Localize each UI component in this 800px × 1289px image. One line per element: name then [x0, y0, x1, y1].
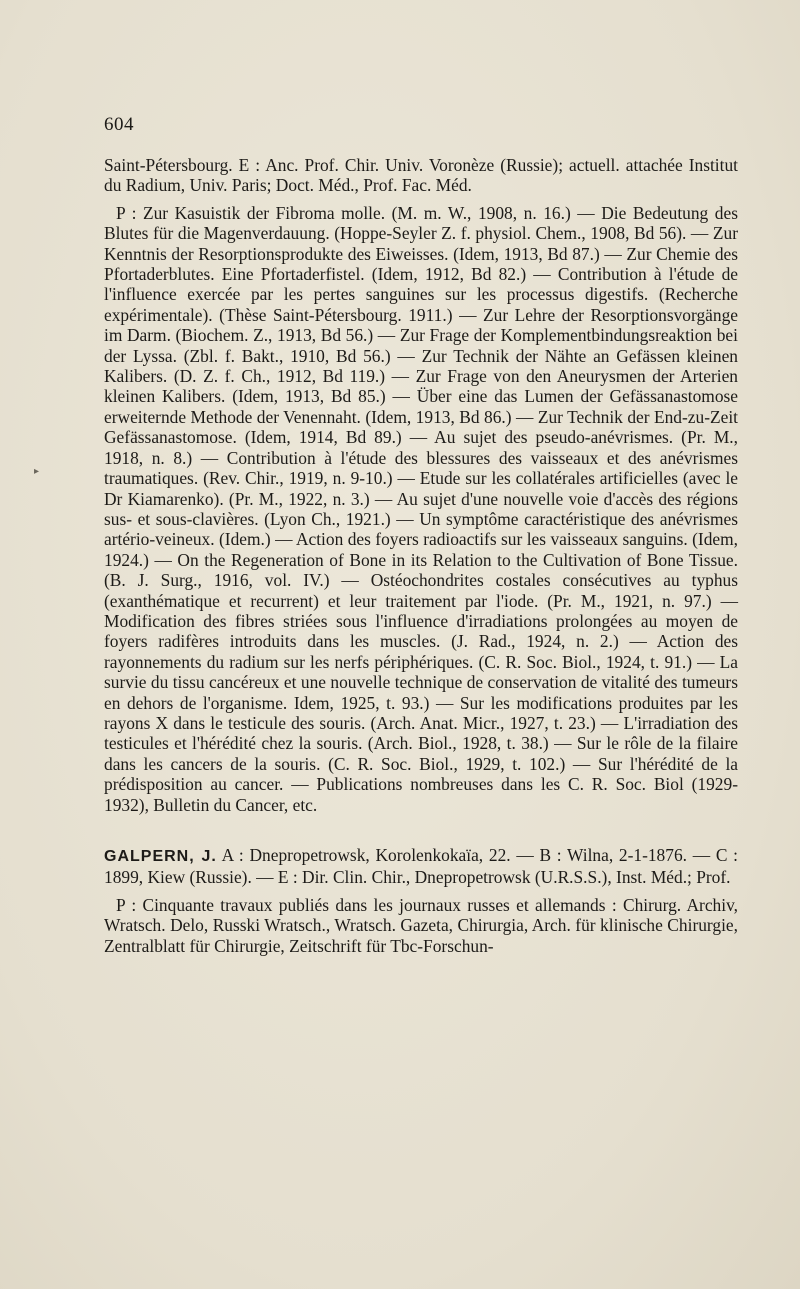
page-number: 604 [104, 114, 134, 135]
entry-2-publications: P : Cinquante travaux publiés dans les journaux russes et allemands : Chirurg. Archiv, Wratsch. Delo, Russki Wratsch., Wratsch. Gazeta, Chirurgia, Arch. für klinische Chirurgie, Zentralblatt für Chirurgie, Zeitschrift für Tbc-Forschun- [104, 894, 738, 956]
margin-mark: ▸ [34, 466, 40, 477]
entry-1-header: Saint-Pétersbourg. E : Anc. Prof. Chir. Univ. Voronèze (Russie); actuell. attachée Institut du Radium, Univ. Paris; Doct. Méd., Prof. Fac. Méd. [104, 155, 738, 196]
text-block [104, 155, 738, 956]
entry-2-heading [104, 845, 738, 888]
entry-1-publications: P : Zur Kasuistik der Fibroma molle. (M. m. W., 1908, n. 16.) — Die Bedeutung des Blutes für die Magenverdauung. (Hoppe-Seyler Z. f. physiol. Chem., 1908, Bd 56). — Zur Kenntnis der Resorptionsprodukte des Eiweisses. (Idem, 1913, Bd 87.) — Zur Chemie des Pfortaderblutes. Eine Pfortaderfistel. (Idem, 1912, Bd 82.) — Contribution à l'étude de l'influence exercée par les pertes sanguines sur les processus digestifs. (Recherche expérimentale). (Thèse Saint-Pétersbourg. 1911.) — Zur Lehre der Resorptionsvorgänge im Darm. (Biochem. Z., 1913, Bd 56.) — Zur Frage der Komplementbindungsreaktion bei der Lyssa. (Zbl. f. Bakt., 1910, Bd 56.) — Zur Technik der Nähte an Gefässen kleinen Kalibers. (D. Z. f. Ch., 1912, Bd 119.) — Zur Frage von den Aneurysmen der Arterien kleinen Kalibers. (Idem, 1913, Bd 85.) — Über eine das Lumen der Gefässanastomose erweiternde Methode der Venennaht. (Idem, 1913, Bd 86.) — Zur Technik der End-zu-Zeit Gefässanastomose. (Idem, 1914, Bd 89.) — Au sujet des pseudo-anévrismes. (Pr. M., 1918, n. 8.) — Contribution à l'étude des blessures des vaisseaux et des anévrismes traumatiques. (Rev. Chir., 1919, n. 9-10.) — Etude sur les collatérales artificielles (avec le Dr Kiamarenko). (Pr. M., 1922, n. 3.) — Au sujet d'une nouvelle voie d'accès des régions sus- et sous-clavières. (Lyon Ch., 1921.) — Un symptôme caractéristique des anévrismes artério-veineux. (Idem.) — Action des foyers radioactifs sur les vaisseaux sanguins. (Idem, 1924.) — On the Regeneration of Bone in its Relation to the Cultivation of Bone Tissue. (B. J. Surg., 1916, vol. IV.) — Ostéochondrites costales consécutives au typhus (exanthématique et recurrent) et leur traitement par l'iode. (Pr. M., 1921, n. 97.) — Modification des fibres striées sous l'influence d'irradiations prolongées au moyen de foyers radifères introduits dans les muscles. (J. Rad., 1924, n. 2.) — Action des rayonnements du radium sur les nerfs périphériques. (C. R. Soc. Biol., 1924, t. 91.) — La survie du tissu cancéreux et une nouvelle technique de conservation de vitalité des tumeurs en dehors de l'organisme. Idem, 1925, t. 93.) — Sur les modifications produites par les rayons X dans le testicule des souris. (Arch. Anat. Micr., 1927, t. 23.) — L'irradiation des testicules et l'hérédité chez la souris. (Arch. Biol., 1928, t. 38.) — Sur le rôle de la filaire dans les cancers de la souris. (C. R. Soc. Biol., 1929, t. 102.) — Sur l'hérédité de la prédisposition au cancer. — Publications nombreuses dans les C. R. Soc. Biol (1929-1932), Bulletin du Cancer, etc. [104, 202, 738, 815]
entry-2-header: A : Dnepropetrowsk, Korolenkokaïa, 22. — B : Wilna, 2-1-1876. — C : 1899, Kiew (Russie). — E : Dir. Clin. Chir., Dnepropetrowsk (U.R.S.S.), Inst. Méd.; Prof. [104, 845, 738, 888]
entry-2-name: GALPERN, J. [104, 848, 217, 865]
